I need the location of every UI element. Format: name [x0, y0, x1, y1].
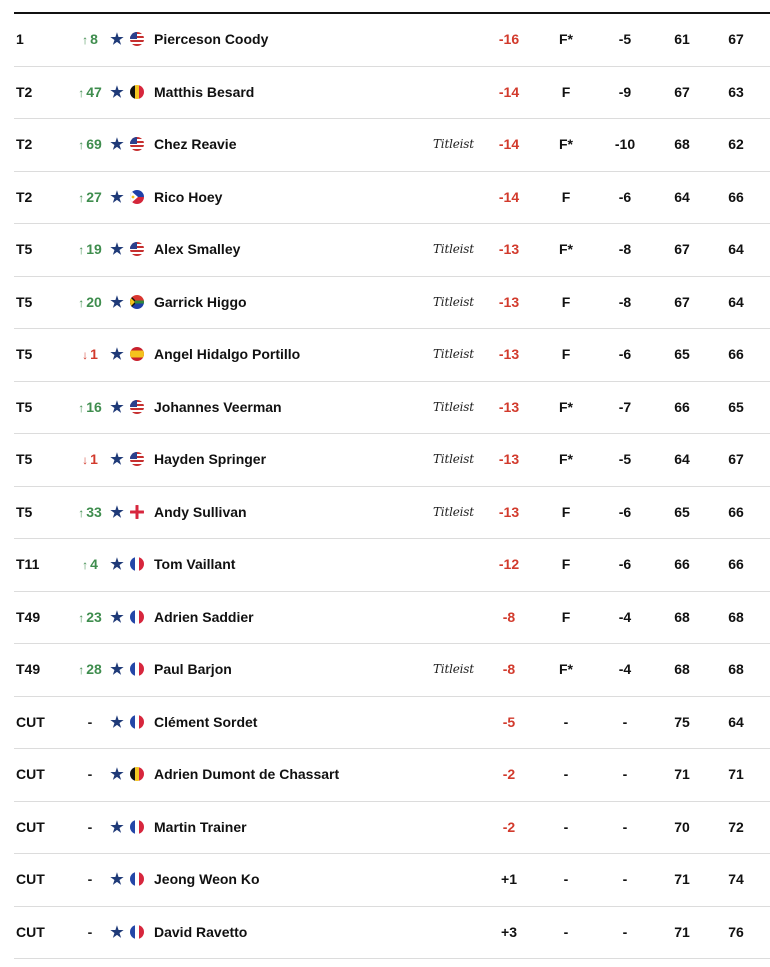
player-name[interactable]: David Ravetto — [154, 923, 248, 940]
position-movement — [72, 539, 108, 591]
movement-value: 33 — [86, 503, 102, 520]
up-arrow-icon: ↑ — [82, 33, 89, 47]
country-flag-icon — [130, 767, 144, 781]
sponsor-logo: Titleist — [433, 242, 474, 256]
position-movement — [72, 749, 108, 801]
player-name[interactable]: Andy Sullivan — [154, 503, 247, 520]
country-flag-icon — [130, 85, 144, 99]
total-score: -14 — [498, 83, 520, 100]
leaderboard-row[interactable] — [14, 854, 770, 907]
position-movement — [72, 697, 108, 749]
leaderboard-row[interactable] — [14, 802, 770, 855]
player-name[interactable]: Chez Reavie — [154, 136, 237, 152]
today-score: - — [622, 871, 628, 887]
position: T2 — [16, 83, 33, 100]
sponsor-logo: Titleist — [433, 504, 474, 519]
total-score: -13 — [498, 398, 520, 415]
leaderboard-row[interactable] — [14, 277, 770, 330]
thru: F* — [559, 451, 573, 467]
position-movement — [72, 644, 108, 696]
round-1-score: 64 — [674, 451, 690, 467]
leaderboard-row[interactable] — [14, 434, 770, 487]
thru: F* — [559, 31, 573, 47]
round-1-score: 61 — [674, 31, 690, 47]
thru: F — [561, 503, 571, 520]
total-score: -13 — [498, 451, 520, 467]
movement-value: 1 — [90, 346, 98, 362]
player-name[interactable]: Angel Hidalgo Portillo — [154, 346, 301, 362]
position-movement — [72, 487, 108, 539]
position: T5 — [16, 241, 33, 257]
favorite-star-icon[interactable]: ★ — [110, 136, 124, 153]
country-flag-icon — [130, 190, 144, 204]
today-score: -5 — [618, 31, 632, 47]
sponsor-logo: Titleist — [433, 662, 474, 676]
position-movement — [72, 172, 108, 224]
round-1-score: 65 — [674, 503, 690, 520]
round-1-score: 66 — [674, 556, 690, 572]
leaderboard-row[interactable] — [14, 592, 770, 645]
position: T2 — [16, 188, 33, 205]
position: CUT — [16, 818, 45, 835]
position: T49 — [16, 661, 41, 677]
thru: F — [561, 346, 571, 362]
total-score: -16 — [498, 31, 520, 47]
movement-value: 69 — [86, 136, 102, 152]
thru: - — [563, 923, 569, 940]
round-2-score: 65 — [728, 398, 744, 415]
thru: F — [561, 188, 571, 205]
movement-value: - — [87, 923, 93, 940]
movement-value: 19 — [86, 241, 102, 257]
today-score: -4 — [618, 608, 632, 625]
movement-value: 8 — [90, 31, 98, 47]
up-arrow-icon: ↑ — [78, 505, 85, 520]
total-score: -13 — [498, 241, 520, 257]
position: T5 — [16, 293, 33, 310]
round-1-score: 68 — [674, 608, 690, 625]
leaderboard-row[interactable] — [14, 697, 770, 750]
today-score: -6 — [618, 503, 632, 520]
favorite-star-icon[interactable]: ★ — [110, 923, 124, 941]
total-score: -13 — [498, 503, 520, 520]
round-2-score: 67 — [728, 31, 744, 47]
today-score: -8 — [618, 293, 632, 310]
up-arrow-icon: ↑ — [78, 295, 85, 310]
leaderboard-row[interactable] — [14, 224, 770, 277]
today-score: -7 — [618, 398, 632, 415]
position-movement — [72, 854, 108, 906]
position: CUT — [16, 713, 45, 730]
leaderboard-row[interactable] — [14, 172, 770, 225]
favorite-star-icon[interactable]: ★ — [110, 766, 124, 783]
favorite-star-icon[interactable]: ★ — [110, 31, 124, 48]
leaderboard-row[interactable] — [14, 487, 770, 540]
favorite-star-icon[interactable]: ★ — [110, 398, 124, 416]
total-score: -13 — [498, 293, 520, 310]
position: T2 — [16, 136, 33, 152]
favorite-star-icon[interactable]: ★ — [110, 293, 124, 311]
round-2-score: 62 — [728, 136, 744, 152]
thru: - — [563, 713, 569, 730]
leaderboard-row[interactable] — [14, 14, 770, 67]
position: T49 — [16, 608, 41, 625]
round-1-score: 67 — [674, 293, 690, 310]
round-2-score: 64 — [728, 241, 744, 257]
today-score: - — [622, 923, 628, 940]
position: T5 — [16, 503, 33, 520]
country-flag-icon — [130, 242, 144, 256]
round-2-score: 67 — [728, 451, 744, 467]
favorite-star-icon[interactable]: ★ — [110, 241, 124, 258]
favorite-star-icon[interactable]: ★ — [110, 188, 124, 206]
position-movement — [72, 802, 108, 854]
position-movement — [72, 224, 108, 276]
sponsor-logo: Titleist — [433, 294, 474, 309]
movement-value: 28 — [86, 661, 102, 677]
round-2-score: 66 — [728, 556, 744, 572]
sponsor-logo: Titleist — [433, 452, 474, 466]
round-1-score: 65 — [674, 346, 690, 362]
leaderboard-row[interactable] — [14, 644, 770, 697]
player-name[interactable]: Hayden Springer — [154, 451, 267, 467]
movement-value: 16 — [86, 398, 102, 415]
round-2-score: 74 — [728, 871, 744, 887]
favorite-star-icon[interactable]: ★ — [110, 871, 124, 888]
position: T5 — [16, 346, 33, 362]
total-score: -2 — [502, 766, 516, 782]
leaderboard-row[interactable] — [14, 749, 770, 802]
today-score: -9 — [618, 83, 632, 100]
total-score: -14 — [498, 136, 520, 152]
leaderboard-row[interactable] — [14, 67, 770, 120]
round-1-score: 71 — [674, 923, 690, 940]
country-flag-icon — [130, 505, 144, 519]
player-name[interactable]: Rico Hoey — [154, 188, 223, 205]
favorite-star-icon[interactable]: ★ — [110, 451, 124, 468]
up-arrow-icon: ↑ — [78, 85, 85, 100]
up-arrow-icon: ↑ — [78, 138, 85, 152]
country-flag-icon — [130, 715, 144, 729]
position-movement — [72, 592, 108, 644]
movement-value: 23 — [86, 608, 102, 625]
total-score: -5 — [502, 713, 516, 730]
position: T11 — [16, 556, 40, 572]
position-movement — [72, 382, 108, 434]
round-1-score: 66 — [674, 398, 690, 415]
leaderboard-rows — [14, 14, 770, 959]
thru: F — [561, 83, 571, 100]
country-flag-icon — [130, 452, 144, 466]
today-score: -6 — [618, 346, 632, 362]
country-flag-icon — [130, 557, 144, 571]
round-1-score: 71 — [674, 766, 690, 782]
round-2-score: 68 — [728, 661, 744, 677]
up-arrow-icon: ↑ — [78, 663, 85, 677]
down-arrow-icon: ↓ — [82, 453, 89, 467]
up-arrow-icon: ↑ — [82, 558, 89, 572]
country-flag-icon — [130, 925, 144, 939]
total-score: +3 — [501, 923, 517, 940]
round-2-score: 68 — [728, 608, 744, 625]
today-score: -8 — [618, 241, 632, 257]
up-arrow-icon: ↑ — [78, 243, 85, 257]
favorite-star-icon[interactable]: ★ — [110, 556, 124, 573]
round-2-score: 76 — [728, 923, 744, 940]
movement-value: - — [87, 713, 93, 730]
position: T5 — [16, 451, 33, 467]
player-name[interactable]: Adrien Saddier — [154, 608, 254, 625]
up-arrow-icon: ↑ — [78, 610, 85, 625]
down-arrow-icon: ↓ — [82, 348, 89, 362]
round-1-score: 75 — [674, 713, 690, 730]
round-2-score: 64 — [728, 293, 744, 310]
country-flag-icon — [130, 820, 144, 834]
player-name[interactable]: Garrick Higgo — [154, 293, 247, 310]
round-1-score: 70 — [674, 818, 690, 835]
total-score: +1 — [501, 871, 517, 887]
position-movement — [72, 119, 108, 171]
thru: F — [561, 608, 571, 625]
favorite-star-icon[interactable]: ★ — [110, 818, 124, 836]
today-score: -5 — [618, 451, 632, 467]
position-movement — [72, 67, 108, 119]
movement-value: - — [87, 818, 93, 835]
country-flag-icon — [130, 32, 144, 46]
player-name[interactable]: Paul Barjon — [154, 661, 232, 677]
leaderboard-row[interactable] — [14, 329, 770, 382]
position-movement — [72, 434, 108, 486]
round-2-score: 71 — [728, 766, 744, 782]
favorite-star-icon[interactable]: ★ — [110, 83, 124, 101]
player-name[interactable]: Alex Smalley — [154, 241, 241, 257]
total-score: -8 — [502, 608, 516, 625]
movement-value: 47 — [86, 83, 102, 100]
player-name[interactable]: Matthis Besard — [154, 83, 255, 100]
total-score: -12 — [498, 556, 520, 572]
up-arrow-icon: ↑ — [78, 190, 85, 205]
position: 1 — [16, 31, 24, 47]
thru: - — [563, 766, 569, 782]
round-2-score: 66 — [728, 346, 744, 362]
thru: F* — [559, 661, 573, 677]
total-score: -13 — [498, 346, 520, 362]
round-1-score: 71 — [674, 871, 690, 887]
sponsor-logo: Titleist — [433, 399, 474, 414]
player-name[interactable]: Clément Sordet — [154, 713, 258, 730]
position-movement — [72, 907, 108, 959]
country-flag-icon — [130, 872, 144, 886]
position: CUT — [16, 766, 45, 782]
round-1-score: 67 — [674, 83, 690, 100]
position-movement — [72, 329, 108, 381]
today-score: - — [622, 818, 628, 835]
player-name[interactable]: Adrien Dumont de Chassart — [154, 766, 340, 782]
favorite-star-icon[interactable]: ★ — [110, 661, 124, 678]
country-flag-icon — [130, 347, 144, 361]
round-1-score: 64 — [674, 188, 690, 205]
round-2-score: 64 — [728, 713, 744, 730]
movement-value: 1 — [90, 451, 98, 467]
leaderboard-row[interactable] — [14, 539, 770, 592]
round-1-score: 67 — [674, 241, 690, 257]
sponsor-logo: Titleist — [433, 137, 474, 151]
today-score: -6 — [618, 556, 632, 572]
player-name[interactable]: Tom Vaillant — [154, 556, 236, 572]
position: CUT — [16, 923, 45, 940]
round-1-score: 68 — [674, 136, 690, 152]
position-movement — [72, 14, 108, 66]
movement-value: - — [87, 871, 93, 887]
today-score: - — [622, 766, 628, 782]
country-flag-icon — [130, 662, 144, 676]
sponsor-logo: Titleist — [433, 347, 474, 361]
movement-value: 4 — [90, 556, 98, 572]
position: CUT — [16, 871, 45, 887]
round-2-score: 63 — [728, 83, 744, 100]
position: T5 — [16, 398, 33, 415]
player-name[interactable]: Martin Trainer — [154, 818, 247, 835]
leaderboard-row[interactable] — [14, 382, 770, 435]
position-movement — [72, 277, 108, 329]
today-score: - — [622, 713, 628, 730]
player-name[interactable]: Pierceson Coody — [154, 31, 269, 47]
total-score: -2 — [502, 818, 516, 835]
movement-value: - — [87, 766, 93, 782]
country-flag-icon — [130, 400, 144, 414]
thru: F* — [559, 398, 573, 415]
favorite-star-icon[interactable]: ★ — [110, 713, 124, 731]
player-name[interactable]: Jeong Weon Ko — [154, 871, 260, 887]
total-score: -8 — [502, 661, 516, 677]
favorite-star-icon[interactable]: ★ — [110, 503, 124, 521]
total-score: -14 — [498, 188, 520, 205]
thru: F* — [559, 136, 573, 152]
movement-value: 27 — [86, 188, 102, 205]
country-flag-icon — [130, 137, 144, 151]
today-score: -4 — [618, 661, 632, 677]
round-1-score: 68 — [674, 661, 690, 677]
round-2-score: 66 — [728, 503, 744, 520]
country-flag-icon — [130, 610, 144, 624]
thru: F* — [559, 241, 573, 257]
player-name[interactable]: Johannes Veerman — [154, 398, 282, 415]
up-arrow-icon: ↑ — [78, 400, 85, 415]
leaderboard-row[interactable] — [14, 907, 770, 960]
thru: F — [561, 556, 571, 572]
country-flag-icon — [130, 295, 144, 309]
round-2-score: 72 — [728, 818, 744, 835]
thru: - — [563, 871, 569, 887]
thru: F — [561, 293, 571, 310]
leaderboard-row[interactable] — [14, 119, 770, 172]
today-score: -6 — [618, 188, 632, 205]
movement-value: 20 — [86, 293, 102, 310]
favorite-star-icon[interactable]: ★ — [110, 346, 124, 363]
thru: - — [563, 818, 569, 835]
round-2-score: 66 — [728, 188, 744, 205]
favorite-star-icon[interactable]: ★ — [110, 608, 124, 626]
today-score: -10 — [614, 136, 636, 152]
